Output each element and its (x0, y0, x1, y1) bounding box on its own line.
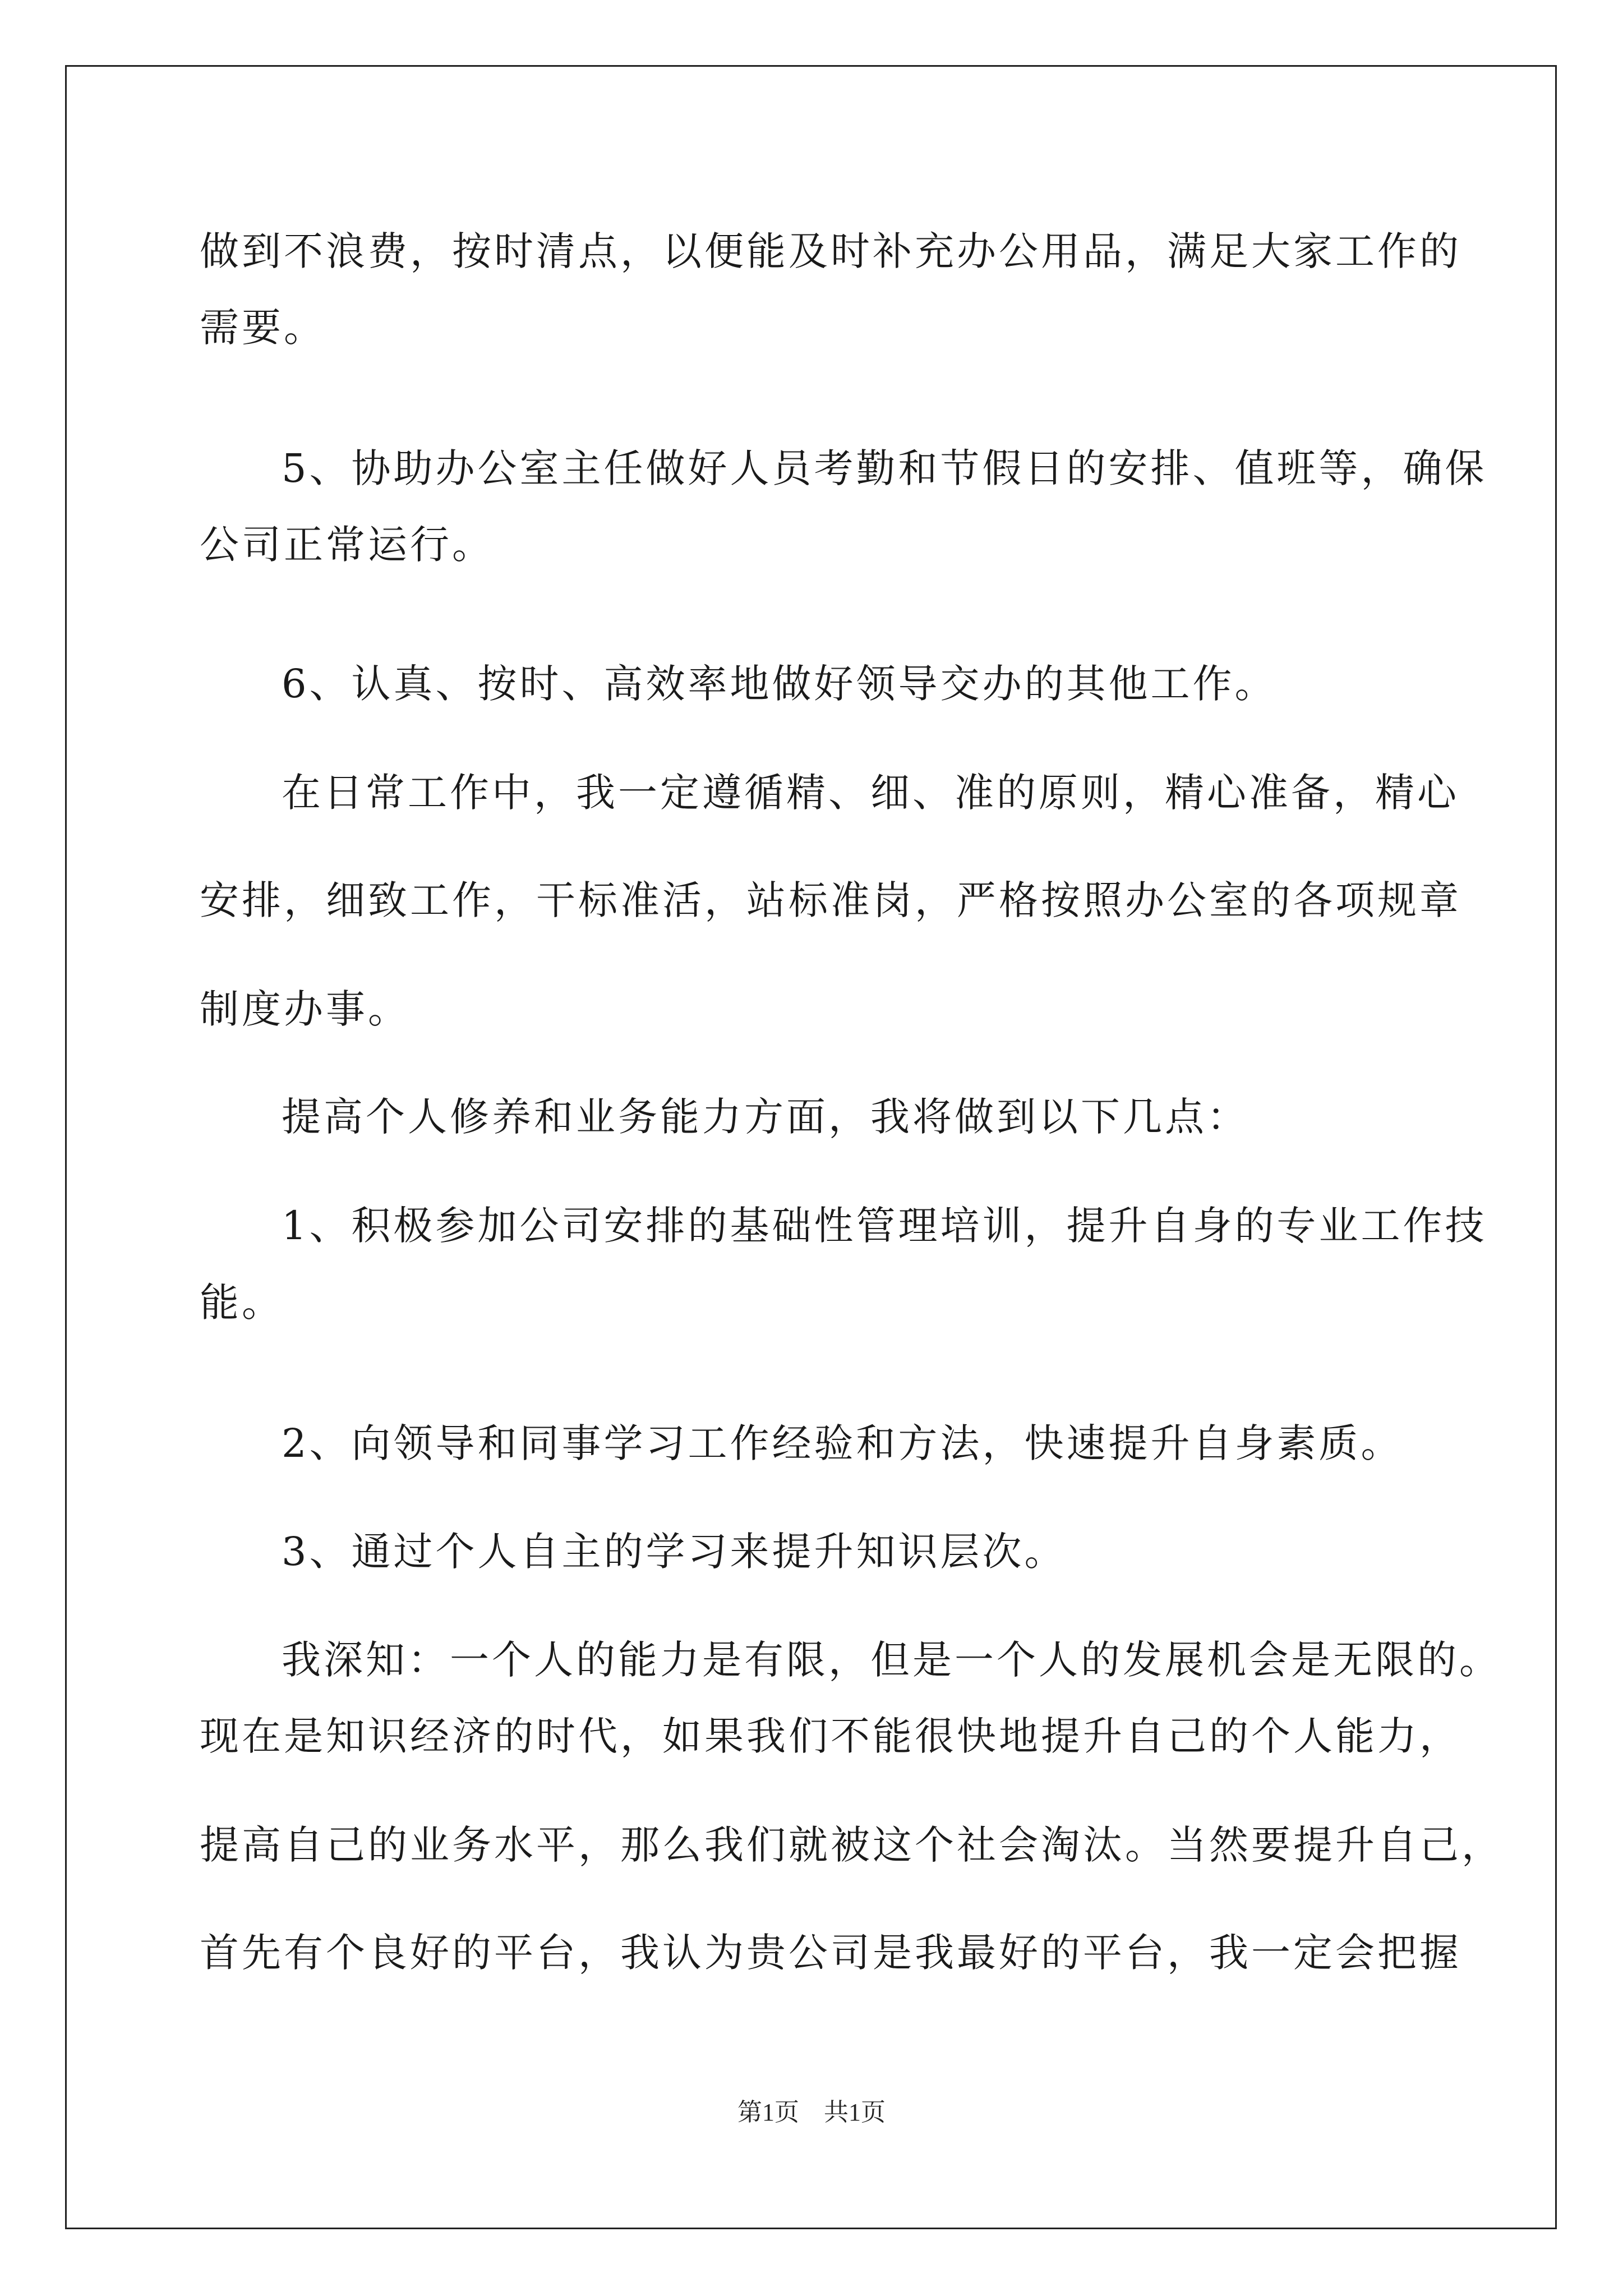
body-line: 2、向领导和同事学习工作经验和方法，快速提升自身素质。 (282, 1420, 1403, 1466)
body-line: 制度办事。 (200, 986, 410, 1032)
body-line: 1、积极参加公司安排的基础性管理培训，提升自身的专业工作技 (282, 1203, 1487, 1249)
body-line: 需要。 (200, 305, 326, 351)
page-footer (0, 2096, 1623, 2129)
body-line: 现在是知识经济的时代，如果我们不能很快地提升自己的个人能力， (200, 1713, 1461, 1759)
body-line: 我深知：一个人的能力是有限，但是一个人的发展机会是无限的。 (282, 1637, 1501, 1683)
body-line: 5、协助办公室主任做好人员考勤和节假日的安排、值班等，确保 (282, 445, 1487, 491)
page-border (65, 65, 1557, 2229)
body-line: 公司正常运行。 (200, 522, 494, 568)
body-line: 提高自己的业务水平，那么我们就被这个社会淘汰。当然要提升自己， (200, 1822, 1504, 1868)
page-number: 第1页 (737, 2099, 799, 2126)
body-line: 首先有个良好的平台，我认为贵公司是我最好的平台，我一定会把握 (200, 1930, 1461, 1976)
body-line: 6、认真、按时、高效率地做好领导交办的其他工作。 (282, 661, 1277, 707)
body-line: 提高个人修养和业务能力方面，我将做到以下几点： (282, 1094, 1249, 1140)
body-line: 做到不浪费，按时清点，以便能及时补充办公用品，满足大家工作的 (200, 228, 1461, 274)
body-line: 3、通过个人自主的学习来提升知识层次。 (282, 1529, 1067, 1575)
body-line: 能。 (200, 1280, 284, 1326)
body-line: 在日常工作中，我一定遵循精、细、准的原则，精心准备，精心 (282, 770, 1459, 816)
page-total: 共1页 (824, 2099, 886, 2126)
body-line: 安排，细致工作，干标准活，站标准岗，严格按照办公室的各项规章 (200, 877, 1461, 923)
